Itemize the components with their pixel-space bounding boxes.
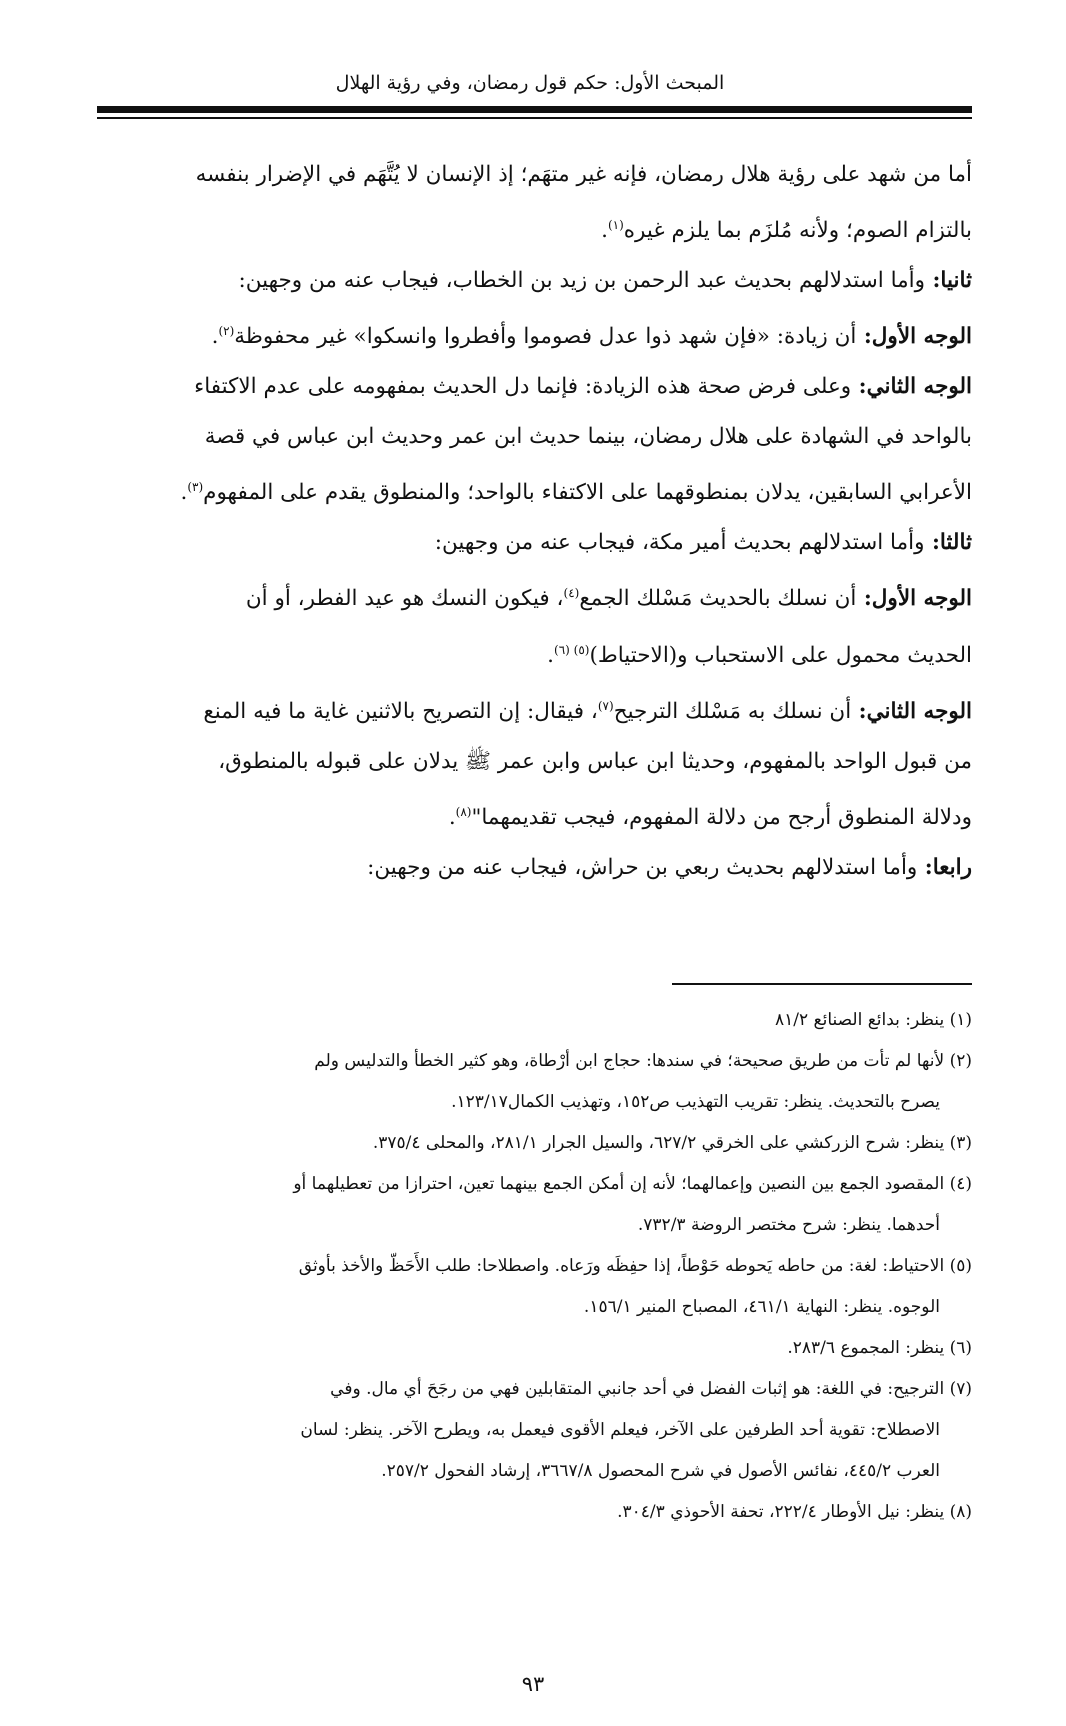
footnote — [97, 1164, 972, 1246]
body-text: . — [448, 805, 456, 831]
footnote-separator — [672, 983, 972, 985]
footnote-line: (٨) ينظر: نيل الأوطار ٢٢٢/٤، تحفة الأحوذي ٣٠٤/٣. — [617, 1502, 972, 1522]
body-text: وأما استدلالهم بحديث ربعي بن حراش، فيجاب عنه من وجهين: — [367, 855, 918, 881]
footnote-ref: (٥) (٦) — [554, 642, 590, 657]
section-label: ثالثا: — [924, 530, 972, 556]
body-text: أن نسلك بالحديث مَسْلك الجمع — [579, 586, 857, 612]
body-line — [97, 362, 972, 412]
body-line — [97, 568, 972, 624]
body-line — [97, 256, 972, 306]
footnote — [97, 1328, 972, 1369]
footnote-ref: (١) — [607, 218, 624, 232]
running-header-title: المبحث الأول: حكم قول رمضان، وفي رؤية الهلال — [335, 72, 725, 94]
section-label: الوجه الأول: — [856, 586, 972, 612]
footnote — [97, 1041, 972, 1123]
body-line — [97, 843, 972, 893]
footnote — [97, 1123, 972, 1164]
footnote-line: (٧) الترجيح: في اللغة: هو إثبات الفضل في أحد جانبي المتقابلين فهي من رجَحَ أي مال. وفي — [330, 1379, 972, 1399]
body-text: وأما استدلالهم بحديث أمير مكة، فيجاب عنه من وجهين: — [434, 530, 925, 556]
body-text: أن نسلك به مَسْلك الترجيح — [613, 698, 852, 724]
footnote-line: (٥) الاحتياط: لغة: من حاطه يَحوطه حَوْطاً، إذا حفِظَه ورَعاه. واصطلاحا: طلب الأَحَظّ والأخذ بأوثق — [298, 1256, 972, 1276]
body-text: وأما استدلالهم بحديث عبد الرحمن بن زيد بن الخطاب، فيجاب عنه من وجهين: — [238, 268, 926, 294]
footnote-ref: (٤) — [563, 586, 580, 601]
body-text: ، فيقال: إن التصريح بالاثنين غاية ما فيه المنع — [203, 698, 598, 724]
body-line — [97, 462, 972, 518]
footnote-ref: (٨) — [455, 804, 472, 819]
body-line — [97, 681, 972, 737]
footnote-line: أحدهما. ينظر: شرح مختصر الروضة ٧٣٢/٣. — [637, 1215, 940, 1235]
footnote-line: الاصطلاح: تقوية أحد الطرفين على الآخر، فيعلم الأقوى فيعمل به، ويطرح الآخر. ينظر: لسان — [300, 1420, 940, 1440]
footnote-line: (٤) المقصود الجمع بين النصين وإعمالهما؛ لأنه إن أمكن الجمع بينهما تعين، احترازا من تعطيلهما أو — [293, 1174, 972, 1194]
footnote — [97, 1369, 972, 1492]
header-rule-thick — [97, 106, 972, 113]
main-text — [97, 150, 972, 893]
footnote-line: يصرح بالتحديث. ينظر: تقريب التهذيب ص١٥٢، وتهذيب الكمال١٢٣/١٧. — [451, 1092, 940, 1112]
section-label: ثانيا: — [925, 268, 972, 294]
footnote-ref: (٢) — [218, 324, 235, 339]
footnote — [97, 1492, 972, 1533]
body-text: أن زيادة: «فإن شهد ذوا عدل فصوموا وأفطروا وانسكوا» غير محفوظة — [234, 324, 857, 350]
footnote-line: (٦) ينظر: المجموع ٢٨٣/٦. — [787, 1338, 972, 1358]
footnote-line: الوجوه. ينظر: النهاية ٤٦١/١، المصباح المنير ١٥٦/١. — [583, 1297, 940, 1317]
body-line — [97, 787, 972, 843]
footnote-line: (٣) ينظر: شرح الزركشي على الخرقي ٦٢٧/٢، والسيل الجرار ٢٨١/١، والمحلى ٣٧٥/٤. — [372, 1133, 972, 1153]
body-text: الأعرابي السابقين، يدلان بمنطوقهما على الاكتفاء بالواحد؛ والمنطوق يقدم على المفهوم — [203, 480, 972, 506]
body-line — [97, 412, 972, 462]
body-line — [97, 518, 972, 568]
section-label: رابعا: — [917, 855, 972, 881]
body-line — [97, 200, 972, 256]
footnotes — [97, 1000, 972, 1533]
body-text: . — [180, 480, 188, 506]
body-text: . — [547, 642, 554, 668]
body-text: بالتزام الصوم؛ ولأنه مُلزَم بما يلزم غيره — [623, 218, 972, 244]
section-label: الوجه الأول: — [856, 324, 972, 350]
section-label: الوجه الثاني: — [851, 698, 972, 724]
body-line — [97, 737, 972, 787]
body-text: أما من شهد على رؤية هلال رمضان، فإنه غير متهَم؛ إذ الإنسان لا يُتَّهَم في الإضرار بنفسه — [195, 162, 972, 187]
body-text: من قبول الواحد بالمفهوم، وحديثا ابن عباس وابن عمر ﷺ يدلان على قبوله بالمنطوق، — [218, 748, 972, 774]
footnote-ref: (٣) — [187, 480, 204, 495]
body-text: بالواحد في الشهادة على هلال رمضان، بينما حديث ابن عمر وحديث ابن عباس في قصة — [204, 424, 972, 450]
body-text: ، فيكون النسك هو عيد الفطر، أو أن — [245, 586, 564, 612]
footnote-line: (١) ينظر: بدائع الصنائع ٨١/٢ — [775, 1010, 972, 1030]
body-text: الحديث محمول على الاستحباب و(الاحتياط) — [589, 642, 972, 668]
page-number: ٩٣ — [521, 1672, 545, 1696]
body-text: . — [601, 218, 608, 244]
header-rule-thin — [97, 117, 972, 119]
body-line — [97, 150, 972, 200]
body-text: ودلالة المنطوق أرجح من دلالة المفهوم، فيجب تقديمهما" — [471, 805, 972, 831]
footnote — [97, 1000, 972, 1041]
section-label: الوجه الثاني: — [851, 374, 972, 400]
footnote-line: (٢) لأنها لم تأت من طريق صحيحة؛ في سندها: حجاج ابن أرْطاة، وهو كثير الخطأ والتدليس ولم — [314, 1051, 972, 1071]
footnote-ref: (٧) — [597, 698, 614, 713]
body-text: وعلى فرض صحة هذه الزيادة: فإنما دل الحديث بمفهومه على عدم الاكتفاء — [194, 374, 852, 400]
body-text: . — [211, 324, 219, 350]
footnote — [97, 1246, 972, 1328]
body-line — [97, 625, 972, 681]
body-line — [97, 306, 972, 362]
footnote-line: العرب ٤٤٥/٢، نفائس الأصول في شرح المحصول ٣٦٦٧/٨، إرشاد الفحول ٢٥٧/٢. — [381, 1461, 940, 1481]
